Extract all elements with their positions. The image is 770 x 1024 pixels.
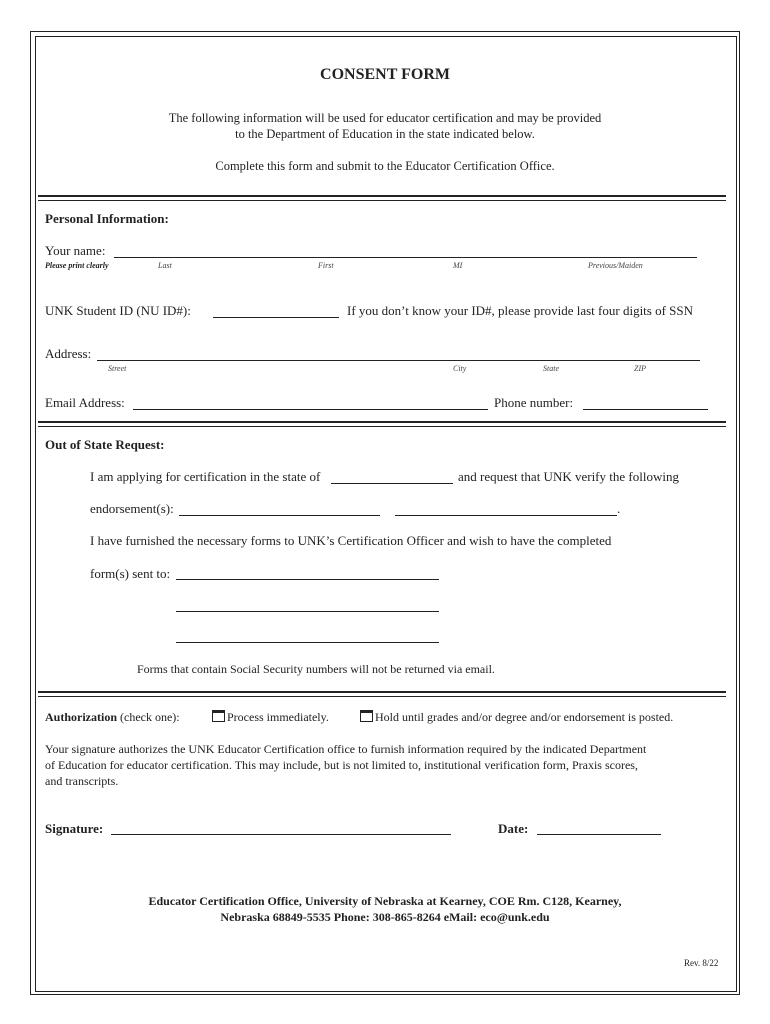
name-label: Your name: xyxy=(45,243,106,258)
ssn-note: If you don’t know your ID#, please provide last four digits of SSN xyxy=(347,303,694,318)
applying-text-start: I am applying for certification in the state of xyxy=(90,469,321,484)
section-divider xyxy=(38,691,726,697)
checkbox-hold-until-posted[interactable] xyxy=(360,710,373,722)
endorsement-input-line-2[interactable] xyxy=(395,515,617,516)
print-clearly-hint: Please print clearly xyxy=(45,261,109,270)
authorization-statement-line-1: Your signature authorizes the UNK Educator Certification office to furnish information required by the indicated Department xyxy=(45,742,647,756)
authorization-statement-line-2: of Education for educator certification. This may include, but is not limited to, institutional verification form, Praxis scores, xyxy=(45,758,638,772)
option-process-immediately-label: Process immediately. xyxy=(227,710,329,724)
check-one-label: (check one): xyxy=(120,710,180,724)
signature-input-line[interactable] xyxy=(111,834,451,835)
date-input-line[interactable] xyxy=(537,834,661,835)
furnished-text: I have furnished the necessary forms to UNK’s Certification Officer and wish to have the completed xyxy=(90,533,612,548)
address-part-street: Street xyxy=(108,364,127,373)
option-hold-until-posted[interactable] xyxy=(360,710,673,725)
address-part-zip: ZIP xyxy=(634,364,646,373)
revision-label: Rev. 8/22 xyxy=(684,958,719,968)
endorsement-input-line-1[interactable] xyxy=(179,515,380,516)
intro-line-2: to the Department of Education in the state indicated below. xyxy=(235,127,535,141)
student-id-label: UNK Student ID (NU ID#): xyxy=(45,303,191,318)
footer-address-line-1: Educator Certification Office, University of Nebraska at Kearney, COE Rm. C128, Kearney, xyxy=(148,894,622,908)
date-label: Date: xyxy=(498,821,529,836)
name-part-last: Last xyxy=(158,261,172,270)
name-input-line[interactable] xyxy=(114,257,697,258)
intro-line-1: The following information will be used for educator certification and may be provided xyxy=(168,111,602,125)
sent-to-label: form(s) sent to: xyxy=(90,566,171,581)
address-label: Address: xyxy=(45,346,92,361)
section-divider xyxy=(38,421,726,427)
signature-label: Signature: xyxy=(45,821,104,836)
option-process-immediately[interactable] xyxy=(212,710,329,725)
footer-address-line-2: Nebraska 68849-5535 Phone: 308-865-8264 eMail: eco@unk.edu xyxy=(220,910,550,924)
authorization-statement-line-3: and transcripts. xyxy=(45,774,119,788)
ssn-notice: Forms that contain Social Security numbers will not be returned via email. xyxy=(137,662,495,676)
phone-input-line[interactable] xyxy=(583,409,708,410)
intro-line-3: Complete this form and submit to the Educator Certification Office. xyxy=(215,159,555,173)
name-part-first: First xyxy=(318,261,334,270)
student-id-input-line[interactable] xyxy=(213,317,339,318)
out-of-state-heading: Out of State Request: xyxy=(45,437,165,452)
name-part-mi: MI xyxy=(453,261,463,270)
section-divider xyxy=(38,195,726,201)
checkbox-process-immediately[interactable] xyxy=(212,710,225,722)
phone-label: Phone number: xyxy=(494,395,574,410)
address-part-city: City xyxy=(453,364,467,373)
email-label: Email Address: xyxy=(45,395,125,410)
option-hold-until-posted-label: Hold until grades and/or degree and/or endorsement is posted. xyxy=(375,710,674,724)
form-title: CONSENT FORM xyxy=(320,66,450,83)
email-input-line[interactable] xyxy=(133,409,488,410)
sent-to-input-line-1[interactable] xyxy=(176,579,439,580)
sent-to-input-line-3[interactable] xyxy=(176,642,439,643)
personal-info-heading: Personal Information: xyxy=(45,211,169,226)
address-input-line[interactable] xyxy=(97,360,700,361)
endorsements-label: endorsement(s): xyxy=(90,501,174,516)
name-part-previous: Previous/Maiden xyxy=(588,261,643,270)
authorization-heading: Authorization xyxy=(45,710,117,724)
address-part-state: State xyxy=(543,364,559,373)
sent-to-input-line-2[interactable] xyxy=(176,611,439,612)
applying-text-end: and request that UNK verify the following xyxy=(458,469,679,484)
endorsements-period: . xyxy=(617,501,621,516)
state-input-line[interactable] xyxy=(331,483,453,484)
